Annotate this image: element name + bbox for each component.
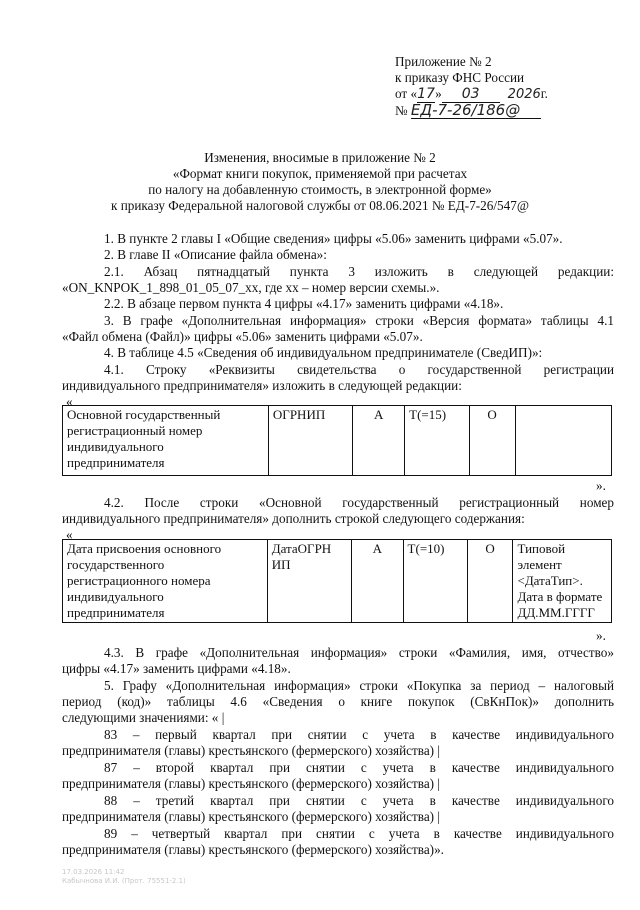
paragraph-4-2-line-2: индивидуального предпринимателя» дополнить строкой следующего содержания: [62,511,525,526]
paragraph-4-1-line-2: индивидуального предпринимателя» изложить в следующей редакции: [62,378,462,393]
date-month-handwritten: 03 [442,86,500,103]
table-row [63,540,612,623]
title-line-2: «Формат книги покупок, применяемой при расчетах [172,166,468,181]
title-line-1: Изменения, вносимые в приложение № 2 [204,150,436,165]
table1-cell-tag: ОГРНИП [268,406,352,476]
date-day-handwritten: 17 [417,86,435,102]
value-87-line-2: предпринимателя (главы) крестьянского (фермерского) хозяйства) | [62,776,441,791]
paragraph-4-3-line-1: 4.3. В графе «Дополнительная информация» строки «Фамилия, имя, отчество» [104,645,614,660]
paragraph-4-2-line-1: 4.2. После строки «Основной государственный регистрационный номер [104,495,614,510]
table1-cell-required: О [469,406,515,476]
table2-name-line: Дата присвоения основного [67,541,222,556]
table2-info-line: Дата в формате [517,589,603,604]
paragraph-4-1-line-1: 4.1. Строку «Реквизиты свидетельства о государственной регистрации [104,362,614,377]
table2-cell-attr: А [352,540,404,623]
value-83-line-2: предпринимателя (главы) крестьянского (фермерского) хозяйства) | [62,743,441,758]
table2-info-line: элемент [517,557,562,572]
quote-open-1: « [66,394,73,409]
table-date-ogrnip-row [62,539,612,623]
table1-name-line: индивидуального [67,439,164,454]
table2-name-line: индивидуального [67,589,164,604]
quote-close-1: ». [596,478,606,493]
order-reference: к приказу ФНС России [395,70,525,85]
value-87-line-1: 87 – второй квартал при снятии с учета в качестве индивидуального [104,760,614,775]
value-88-line-2: предпринимателя (главы) крестьянского (фермерского) хозяйства) | [62,809,441,824]
number-prefix: № [395,103,408,118]
value-89-line-1: 89 – четвертый квартал при снятии с учета в качестве индивидуального [104,826,614,841]
date-suffix: г. [540,86,548,101]
footer-stamp-line-2: Кабычнова И.И. (Прот. 75551-2.1) [62,877,186,885]
table1-cell-name [63,406,269,476]
table2-name-line: предпринимателя [67,605,165,620]
table2-cell-name [63,540,268,623]
footer-stamp-line-1: 17.03.2026 11:42 [62,868,125,876]
date-prefix: от « [395,86,418,101]
paragraph-5-line-1: 5. Графу «Дополнительная информация» строки «Покупка за период – налоговый [104,678,614,693]
table-row [63,406,612,476]
table2-cell-tag [267,540,351,623]
appendix-number: Приложение № 2 [395,54,492,69]
paragraph-1: 1. В пункте 2 главы I «Общие сведения» цифры «5.06» заменить цифрами «5.07». [104,231,563,246]
quote-open-2: « [66,527,73,542]
table1-cell-attr: А [353,406,405,476]
table1-name-line: Основной государственный [67,407,221,422]
table2-tag-line: ИП [271,557,291,572]
table2-info-line: <ДатаТип>. [517,573,583,588]
table-ogrnip-row [62,405,612,476]
paragraph-4: 4. В таблице 4.5 «Сведения об индивидуальном предпринимателе (СведИП)»: [104,345,543,360]
date-mid: » [435,86,442,101]
value-89-line-2: предпринимателя (главы) крестьянского (фермерского) хозяйства)». [62,842,444,857]
paragraph-2-1-line-1: 2.1. Абзац пятнадцатый пункта 3 изложить в следующей редакции: [104,264,614,279]
table1-cell-format: Т(=15) [405,406,469,476]
table2-name-line: государственного [67,557,165,572]
paragraph-4-3-line-2: цифры «4.17» заменить цифрами «4.18». [62,661,291,676]
table1-cell-info [515,406,611,476]
table2-name-line: регистрационного номера [67,573,211,588]
value-83-line-1: 83 – первый квартал при снятии с учета в качестве индивидуального [104,727,614,742]
title-line-3: по налогу на добавленную стоимость, в электронной форме» [148,182,492,197]
value-88-line-1: 88 – третий квартал при снятии с учета в качестве индивидуального [104,793,614,808]
paragraph-5-line-3: следующими значениями: « | [62,710,225,725]
paragraph-5-line-2: период (код)» таблицы 4.6 «Сведения о книге покупок (СвКнПок)» дополнить [62,694,614,709]
title-line-4: к приказу Федеральной налоговой службы от 08.06.2021 № ЕД-7-26/547@ [111,198,529,213]
table1-name-line: предпринимателя [67,455,165,470]
paragraph-2: 2. В главе II «Описание файла обмена»: [104,247,327,262]
table2-cell-format: Т(=10) [403,540,467,623]
table2-cell-required: О [467,540,513,623]
date-year: 2026 [507,87,541,102]
paragraph-2-1-line-2: «ON_KNPOK_1_898_01_05_07_xx, где хх – номер версии схемы.». [62,280,440,295]
paragraph-2-2: 2.2. В абзаце первом пункта 4 цифры «4.17» заменить цифрами «4.18». [104,296,504,311]
table2-info-line: Типовой [517,541,566,556]
table2-cell-info [513,540,612,623]
number-handwritten: ЕД-7-26/186@ [411,102,541,119]
table1-name-line: регистрационный номер [67,423,203,438]
paragraph-3-line-2: «Файл обмена (Файл)» цифры «5.06» заменить цифрами «5.07». [62,329,423,344]
order-number [395,102,541,119]
quote-close-2: ». [596,628,606,643]
table2-tag-line: ДатаОГРН [271,541,332,556]
paragraph-3-line-1: 3. В графе «Дополнительная информация» строки «Версия формата» таблицы 4.1 [104,313,614,328]
table2-info-line: ДД.ММ.ГГГГ [517,605,595,620]
